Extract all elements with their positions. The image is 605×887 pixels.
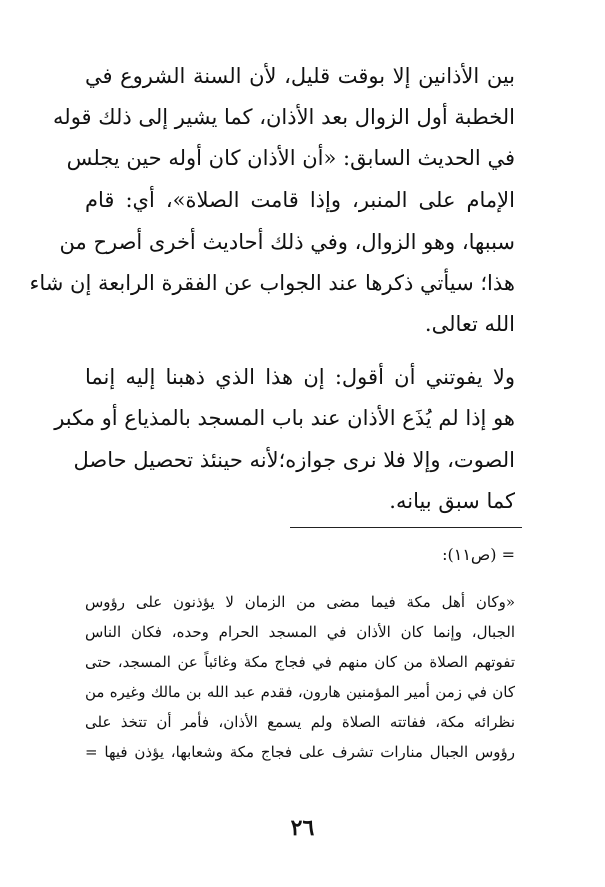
paragraph1-line-2: الخطبة أول الزوال بعد الأذان، كما يشير إلى ذلك قوله	[53, 105, 515, 129]
paragraph1-line-7: الله تعالى.	[424, 312, 515, 336]
paragraph1-line-4: الإمام على المنبر، وإذا قامت الصلاة»، أي: قام	[85, 188, 515, 212]
footnote-line-5: نظرائه مكة، ففاتته الصلاة ولم يسمع الأذان، فأمر أن تتخذ على	[85, 713, 515, 731]
footnote-reference: = (ص١١):	[442, 545, 515, 564]
paragraph1-line-1: بين الأذانين إلا بوقت قليل، لأن السنة الشروع في	[85, 64, 515, 88]
paragraph2-line-1: ولا يفوتني أن أقول: إن هذا الذي ذهبنا إليه إنما	[85, 365, 515, 389]
footnote-separator	[290, 527, 522, 528]
footnote-line-3: تفوتهم الصلاة من كان منهم في فجاج مكة وغائباً عن المسجد، حتى	[85, 653, 515, 671]
footnote-line-4: كان في زمن أمير المؤمنين هارون، فقدم عبد الله بن مالك وغيره من	[85, 683, 515, 701]
footnote-line-1: «وكان أهل مكة فيما مضى من الزمان لا يؤذنون على رؤوس	[85, 593, 515, 611]
paragraph2-line-4: كما سبق بيانه.	[389, 489, 515, 513]
paragraph2-line-3: الصوت، وإلا فلا نرى جوازه؛لأنه حينئذ تحصيل حاصل	[73, 448, 515, 472]
paragraph1-line-3: في الحديث السابق: «أن الأذان كان أوله حين يجلس	[66, 146, 515, 170]
paragraph1-line-6: هذا؛ سيأتي ذكرها عند الجواب عن الفقرة الرابعة إن شاء	[29, 271, 515, 295]
paragraph2-line-2: هو إذا لم يُذَع الأذان عند باب المسجد بالمذياع أو مكبر	[54, 406, 515, 430]
footnote-line-2: الجبال، وإنما كان الأذان في المسجد الحرام وحده، فكان الناس	[85, 623, 515, 641]
footnote-line-6: رؤوس الجبال منارات تشرف على فجاج مكة وشعابها، يؤذن فيها =	[85, 743, 515, 761]
page-number: ٢٦	[290, 815, 315, 841]
paragraph1-line-5: سببها، وهو الزوال، وفي ذلك أحاديث أخرى أصرح من	[59, 230, 515, 254]
